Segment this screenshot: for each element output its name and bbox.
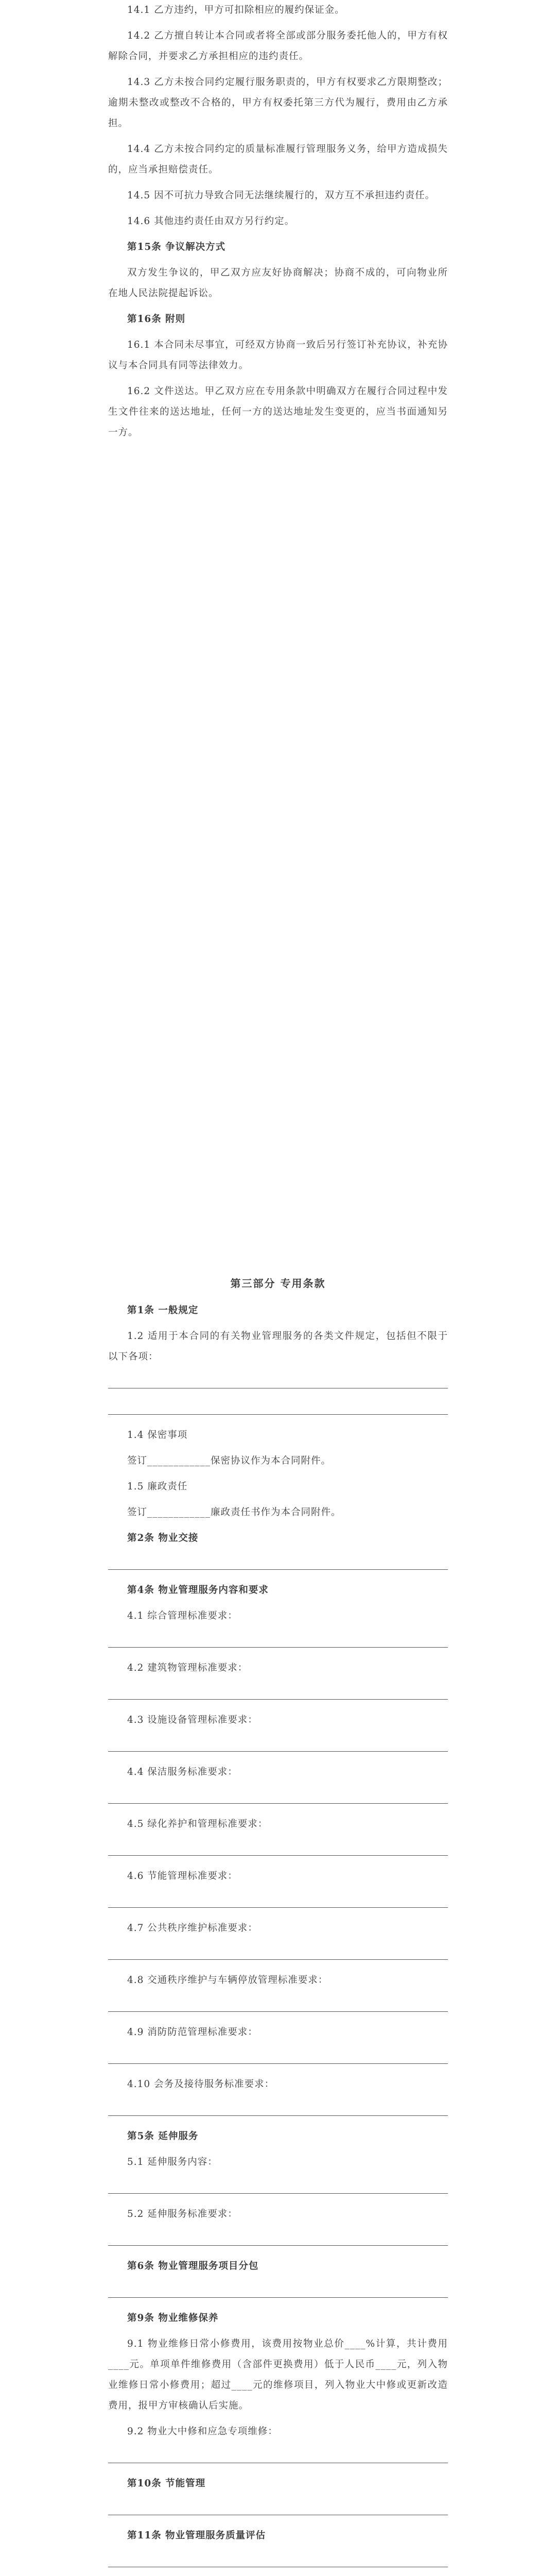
clause-4-9: 4.9 消防防范管理标准要求： <box>127 2027 258 2038</box>
special-terms <box>108 1275 448 2576</box>
clause-14-5: 14.5 因不可抗力导致合同无法继续履行的，双方互不承担违约责任。 <box>127 190 436 201</box>
blank-line <box>108 1996 448 2012</box>
blank-line <box>108 1684 448 1700</box>
clause-9-1: 9.1 物业维修日常小修费用，该费用按物业总价____%计算，共计费用____元。单项单件维修费用（含部件更换费用）低于人民币____元，列入物业维修日常小修费用；超过____元的维修项目，列入物业大中修或更新改造费用，报甲方审核确认后实施。 <box>108 2338 448 2411</box>
clause-14-1: 14.1 乙方违约，甲方可扣除相应的履约保证金。 <box>127 5 345 15</box>
article-15-heading: 第15条 争议解决方式 <box>127 242 226 252</box>
clause-1-5: 1.5 廉政责任 <box>127 1481 188 1492</box>
clause-4-3: 4.3 设施设备管理标准要求： <box>127 1715 258 1725</box>
clause-4-8: 4.8 交通秩序维护与车辆停放管理标准要求： <box>127 1975 328 1986</box>
article-2-heading: 第2条 物业交接 <box>127 1533 199 1544</box>
confidentiality-text: 签订____________保密协议作为本合同附件。 <box>127 1455 332 1466</box>
blank-line <box>108 1892 448 1908</box>
blank-line <box>108 1840 448 1856</box>
article-5-heading: 第5条 延伸服务 <box>127 2131 199 2142</box>
blank-line <box>108 1632 448 1648</box>
blank-line <box>108 2447 448 2463</box>
clause-1-4: 1.4 保密事项 <box>127 1430 188 1440</box>
blank-line <box>108 2282 448 2298</box>
clause-16-1: 16.1 本合同未尽事宜，可经双方协商一致后另行签订补充协议，补充协议与本合同具有同等法律效力。 <box>108 340 448 371</box>
blank-line <box>108 2048 448 2064</box>
article-6-heading: 第6条 物业管理服务项目分包 <box>127 2261 259 2272</box>
article-4-heading: 第4条 物业管理服务内容和要求 <box>127 1585 269 1596</box>
article-1-heading: 第1条 一般规定 <box>127 1305 199 1316</box>
blank-line <box>108 2551 448 2567</box>
clause-14-2: 14.2 乙方擅自转让本合同或者将全部或部分服务委托他人的，甲方有权解除合同，并要求乙方承担相应的违约责任。 <box>108 30 448 62</box>
clause-4-10: 4.10 会务及接待服务标准要求： <box>127 2079 275 2090</box>
blank-line <box>108 2100 448 2116</box>
general-terms-end <box>108 0 448 448</box>
clause-14-3: 14.3 乙方未按合同约定履行服务职责的，甲方有权要求乙方限期整改；逾期未整改或整改不合格的，甲方有权委托第三方代为履行，费用由乙方承担。 <box>108 77 448 129</box>
clause-14-4: 14.4 乙方未按合同约定的质量标准履行管理服务义务，给甲方造成损失的，应当承担赔偿责任。 <box>108 144 448 175</box>
blank-line <box>108 1399 448 1415</box>
article-16-heading: 第16条 附则 <box>127 314 186 325</box>
clause-1-2: 1.2 适用于本合同的有关物业管理服务的各类文件规定，包括但不限于以下各项： <box>108 1331 448 1362</box>
clause-5-2: 5.2 延伸服务标准要求： <box>127 2209 238 2219</box>
part-three-title: 第三部分 专用条款 <box>230 1277 326 1290</box>
dispute-resolution-text: 双方发生争议的，甲乙双方应友好协商解决；协商不成的，可向物业所在地人民法院提起诉讼。 <box>108 267 448 299</box>
article-10-heading: 第10条 节能管理 <box>127 2478 206 2489</box>
clause-4-5: 4.5 绿化养护和管理标准要求： <box>127 1819 268 1829</box>
clause-14-6: 14.6 其他违约责任由双方另行约定。 <box>127 216 295 227</box>
clause-9-2: 9.2 物业大中修和应急专项维修： <box>127 2426 278 2437</box>
clause-16-2: 16.2 文件送达。甲乙双方应在专用条款中明确双方在履行合同过程中发生文件往来的送达地址，任何一方的送达地址发生变更的，应当书面通知另一方。 <box>108 386 448 438</box>
article-9-heading: 第9条 物业维修保养 <box>127 2313 219 2324</box>
clause-4-7: 4.7 公共秩序维护标准要求： <box>127 1923 258 1934</box>
blank-line <box>108 1944 448 1960</box>
integrity-text: 签订____________廉政责任书作为本合同附件。 <box>127 1507 341 1518</box>
blank-line <box>108 1736 448 1752</box>
clause-4-6: 4.6 节能管理标准要求： <box>127 1871 238 1882</box>
blank-line <box>108 1554 448 1570</box>
clause-4-1: 4.1 综合管理标准要求： <box>127 1611 238 1621</box>
blank-line <box>108 2499 448 2515</box>
clause-5-1: 5.1 延伸服务内容： <box>127 2157 218 2167</box>
clause-4-4: 4.4 保洁服务标准要求： <box>127 1767 238 1777</box>
blank-line <box>108 2178 448 2194</box>
blank-line <box>108 2230 448 2246</box>
article-11-heading: 第11条 物业管理服务质量评估 <box>127 2530 266 2541</box>
clause-4-2: 4.2 建筑物管理标准要求： <box>127 1663 248 1673</box>
blank-line <box>108 1372 448 1388</box>
blank-line <box>108 1788 448 1804</box>
